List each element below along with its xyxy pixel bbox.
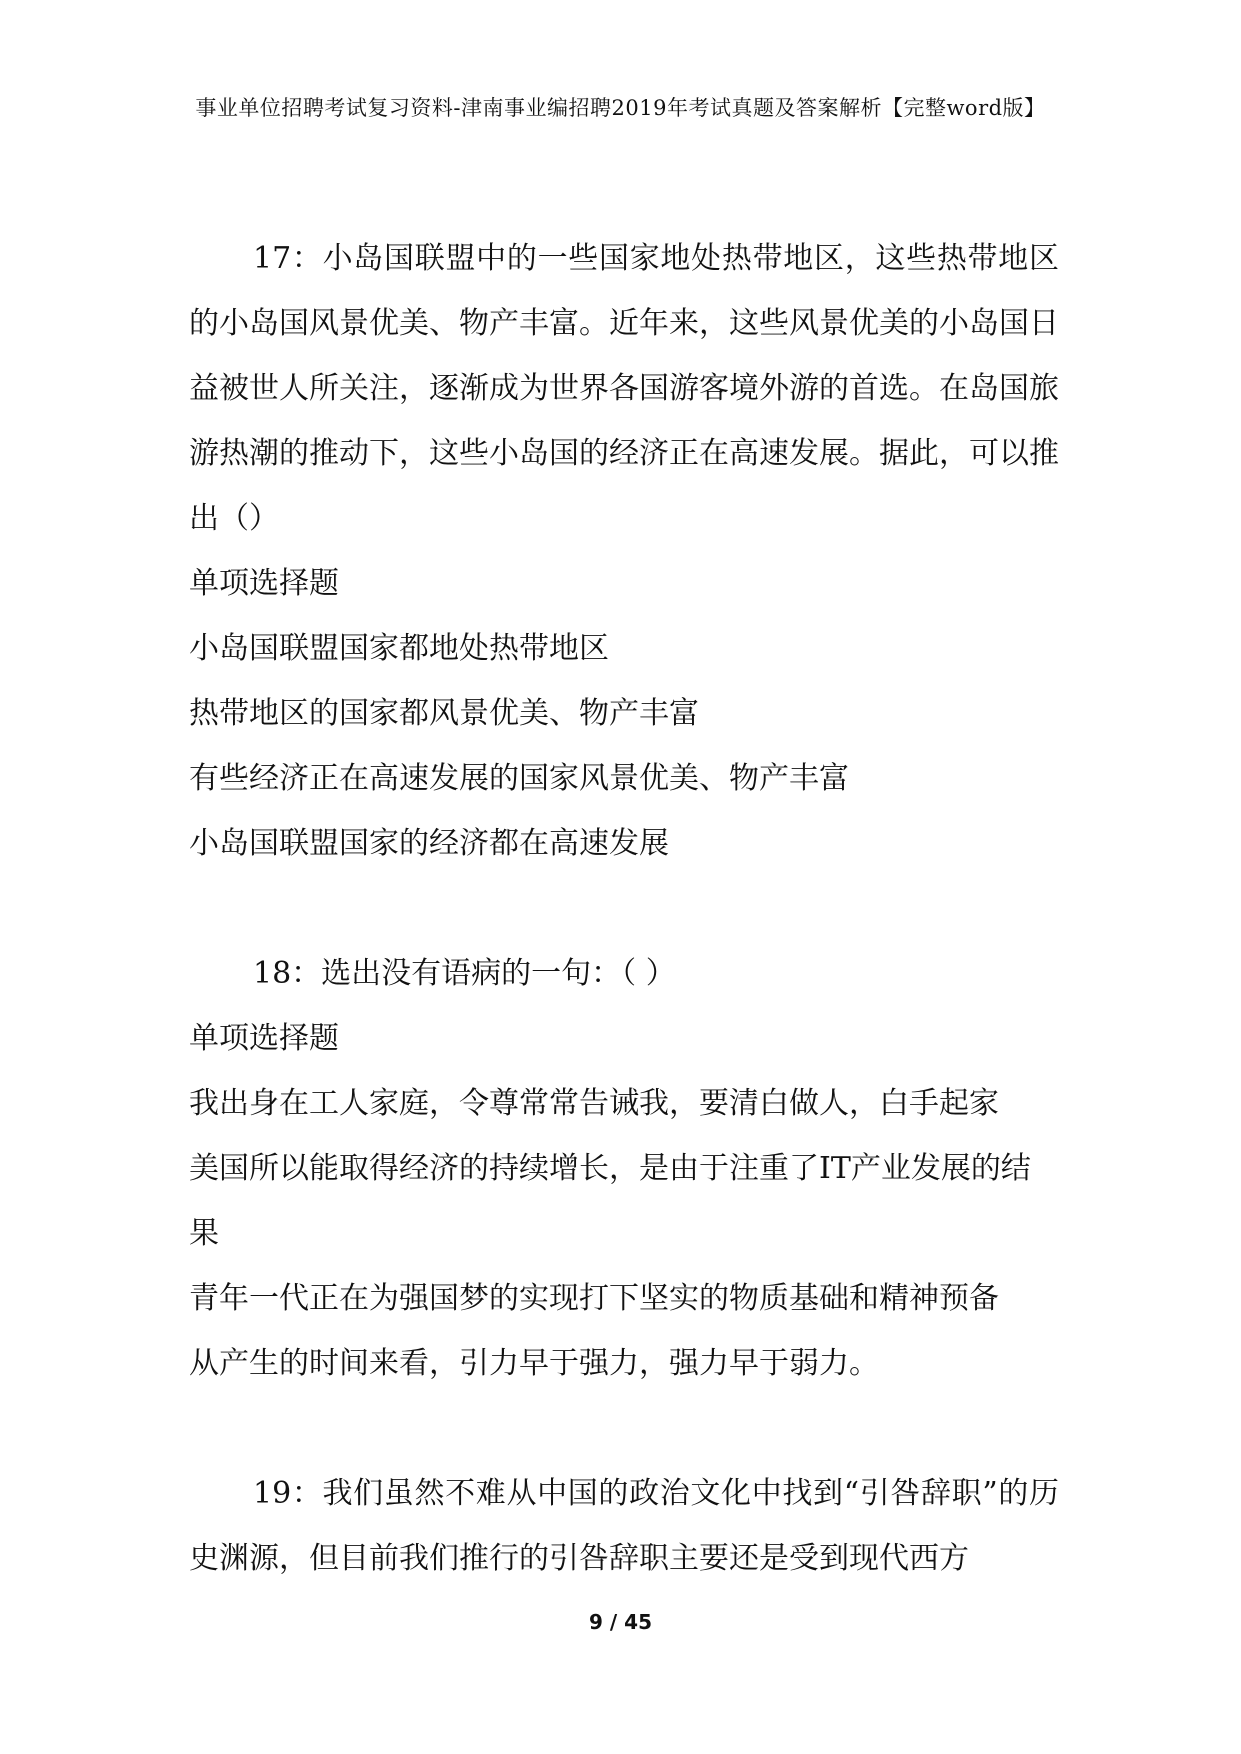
option: 小岛国联盟国家都地处热带地区: [189, 631, 609, 666]
question-stem: 19：我们虽然不难从中国的政治文化中找到“引咎辞职”的历史渊源，但目前我们推行的引咎辞职主要还是受到现代西方: [189, 1476, 1059, 1576]
question-stem: 17：小岛国联盟中的一些国家地处热带地区，这些热带地区的小岛国风景优美、物产丰富。近年来，这些风景优美的小岛国日益被世人所关注，逐渐成为世界各国游客境外游的首选。在岛国旅游热潮的推动下，这些小岛国的经济正在高速发展。据此，可以推出（）: [189, 241, 1059, 536]
option: 青年一代正在为强国梦的实现打下坚实的物质基础和精神预备: [189, 1281, 999, 1316]
question-type: 单项选择题: [189, 1021, 339, 1056]
question-type: 单项选择题: [189, 566, 339, 601]
question-stem: 18：选出没有语病的一句：（ ）: [253, 956, 676, 991]
question-18: [189, 941, 1059, 1396]
document-body: [189, 226, 1059, 1591]
option: 小岛国联盟国家的经济都在高速发展: [189, 826, 669, 861]
question-19: [189, 1461, 1059, 1591]
option: 从产生的时间来看，引力早于强力，强力早于弱力。: [189, 1346, 879, 1381]
option: 美国所以能取得经济的持续增长，是由于注重了IT产业发展的结果: [189, 1151, 1031, 1251]
option: 我出身在工人家庭，令尊常常告诫我，要清白做人，白手起家: [189, 1086, 999, 1121]
page-header: 事业单位招聘考试复习资料-津南事业编招聘2019年考试真题及答案解析【完整word版】: [195, 96, 1046, 120]
question-17: [189, 226, 1059, 876]
option: 有些经济正在高速发展的国家风景优美、物产丰富: [189, 761, 849, 796]
option: 热带地区的国家都风景优美、物产丰富: [189, 696, 699, 731]
page-number: 9 / 45: [589, 1610, 652, 1634]
